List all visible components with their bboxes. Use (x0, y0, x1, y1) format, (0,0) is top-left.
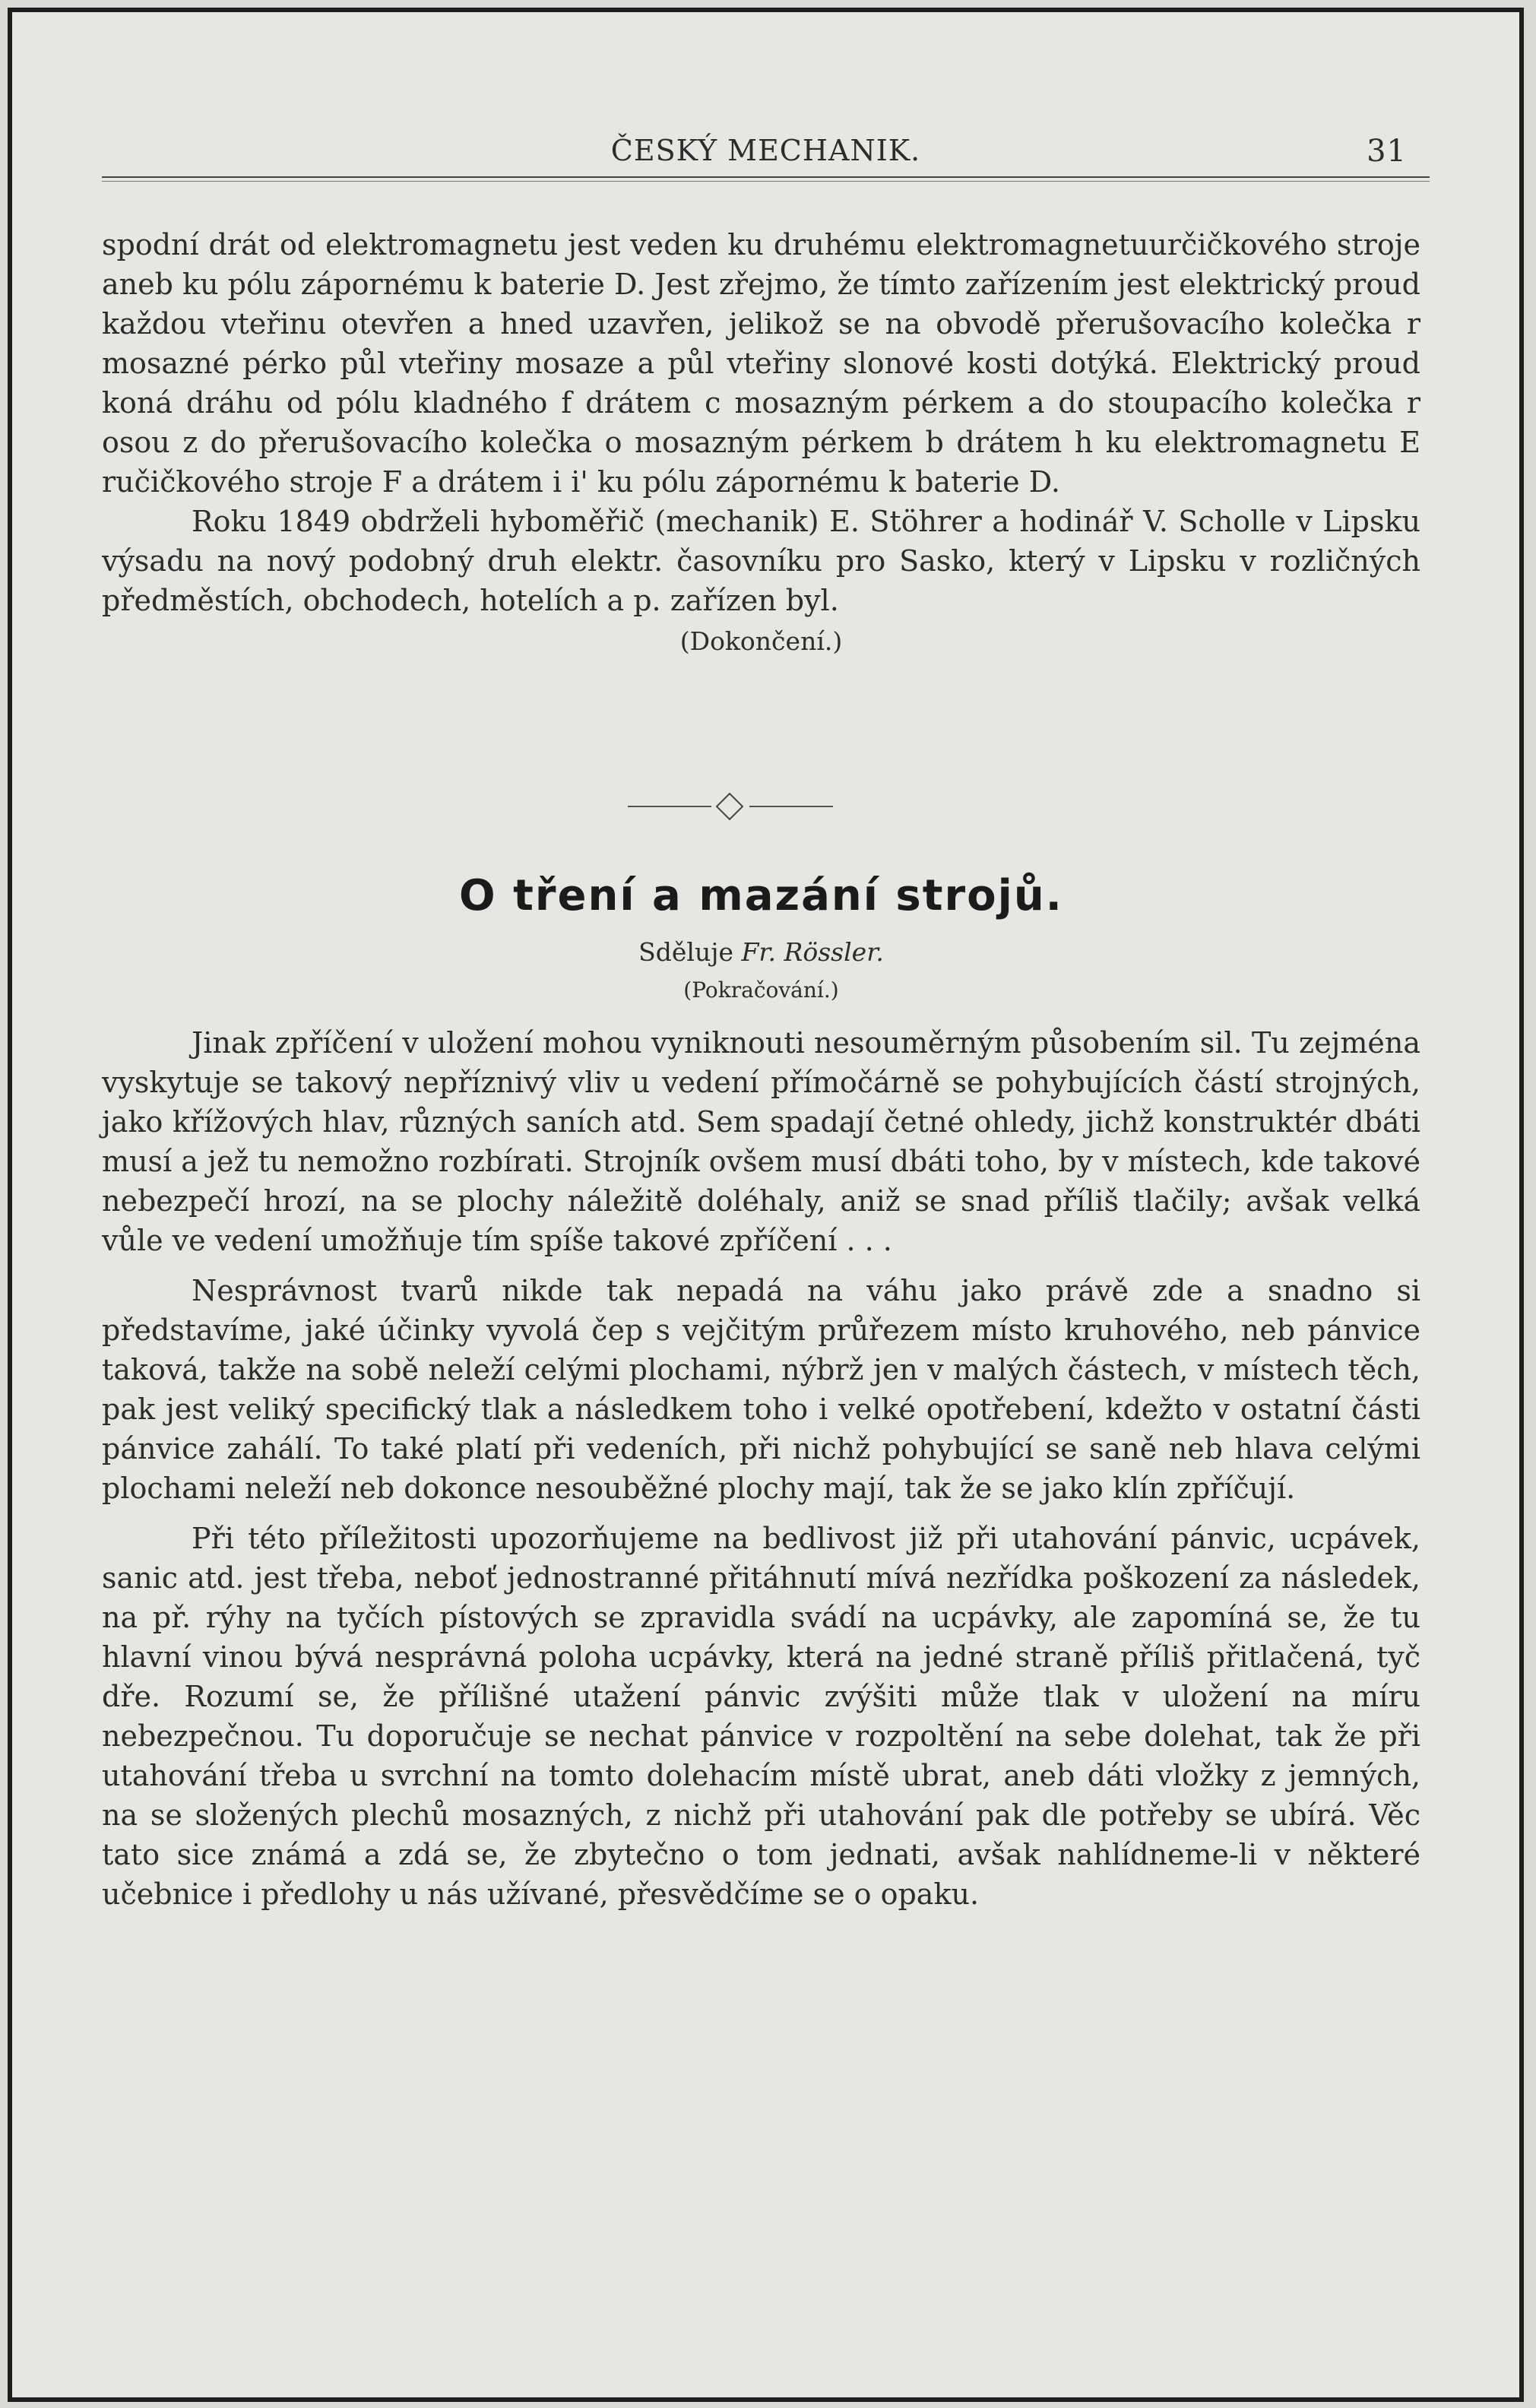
article-title: O tření a mazání strojů. (459, 871, 1063, 920)
journal-page (12, 12, 1519, 2397)
divider-line (749, 806, 833, 807)
header-rule (102, 176, 1430, 178)
running-header (102, 126, 1430, 172)
paragraph: Při této příležitosti upozorňujeme na bedlivost již při utahování pánvic, ucpávek, sanic atd. jest třeba, neboť jednostranné přitáhnutí mívá nezřídka poškození za následek, na př. rýhy na tyčích pístových se zpravidla svádí na ucpávky, ale zapomíná se, že tu hlavní vinou bývá nesprávná poloha ucpávky, která na jedné straně příliš přitlačená, tyč dře. Rozumí se, že přílišné utažení pánvic zvýšiti může tlak v uložení na míru nebezpečnou. Tu doporučuje se nechat pánvice v rozpoltění na sebe dolehat, tak že při utahování třeba u svrchní na tomto dolehacím místě ubrat, aneb dáti vložky z jemných, na se složených plechů mosazných, z nichž při utahování pak dle potřeby se ubírá. Věc tato sice známá a zdá se, že zbytečno o tom jednati, avšak nahlídneme-li v některé učebnice i předlohy u nás užívané, přesvědčíme se o opaku. (102, 1522, 1420, 1911)
page-frame (8, 8, 1524, 2402)
previous-article-text (102, 225, 1420, 661)
divider-line (628, 806, 711, 807)
running-title: ČESKÝ MECHANIK. (610, 134, 921, 167)
paragraph: Nesprávnost tvarů nikde tak nepadá na váhu jako právě zde a snadno si představíme, jaké účinky vyvolá čep s vejčitým průřezem místo kruhového, neb pánvice taková, takže na sobě neleží celými plochami, nýbrž jen v malých částech, v místech těch, pak jest veliký specifický tlak a následkem toho i velké opotřebení, kdežto v ostatní části pánvice zahálí. To také platí při vedeních, při nichž pohybující se saně neb hlava celými plochami neleží neb dokonce nesouběžné plochy mají, tak že se jako klín zpříčují. (102, 1274, 1420, 1505)
page-number: 31 (1367, 134, 1407, 169)
continuation-note: (Pokračování.) (683, 977, 839, 1003)
byline (102, 937, 1420, 967)
section-divider-ornament (628, 795, 833, 818)
diamond-ornament-icon (716, 793, 744, 821)
article-body (102, 1023, 1420, 1914)
paragraph: spodní drát od elektromagnetu jest veden ku druhému elektromagnetuurčičkového stroje aneb ku pólu zápornému k baterie D. Jest zřejmo, že tímto zařízením jest elektrický proud každou vteřinu otevřen a hned uzavřen, jelikož se na obvodě přerušovacího kolečka r mosazné pérko půl vteřiny mosaze a půl vteřiny slonové kosti dotýká. Elektrický proud koná dráhu od pólu kladného f drátem c mosazným pérkem a do stoupacího kolečka r osou z do přerušovacího kolečka o mosazným pérkem b drátem h ku elektromagnetu E ručičkového stroje F a drátem i i' ku pólu zápornému k baterie D. (102, 228, 1420, 499)
paragraph: Jinak zpříčení v uložení mohou vyniknouti nesouměrným působením sil. Tu zejména vyskytuje se takový nepříznivý vliv u vedení přímočárně se pohybujících částí strojných, jako křížových hlav, různých saních atd. Sem spadají četné ohledy, jichž konstruktér dbáti musí a jež tu nemožno rozbírati. Strojník ovšem musí dbáti toho, by v místech, kde takové nebezpečí hrozí, na se plochy náležitě doléhaly, aniž se snad příliš tlačily; avšak velká vůle ve vedení umožňuje tím spíše takové zpříčení . . . (102, 1026, 1420, 1257)
header-rule-thin (102, 181, 1430, 182)
author-name: Fr. Rössler. (741, 937, 884, 967)
byline-prefix: Sděluje (638, 937, 733, 967)
article-header (102, 871, 1420, 1003)
concluded-note: (Dokončení.) (679, 626, 843, 656)
paragraph: Roku 1849 obdrželi hyboměřič (mechanik) E. Stöhrer a hodinář V. Scholle v Lipsku výsadu na nový podobný druh elektr. časovníku pro Sasko, který v Lipsku v rozličných předměstích, obchodech, hotelích a p. zařízen byl. (102, 505, 1420, 617)
